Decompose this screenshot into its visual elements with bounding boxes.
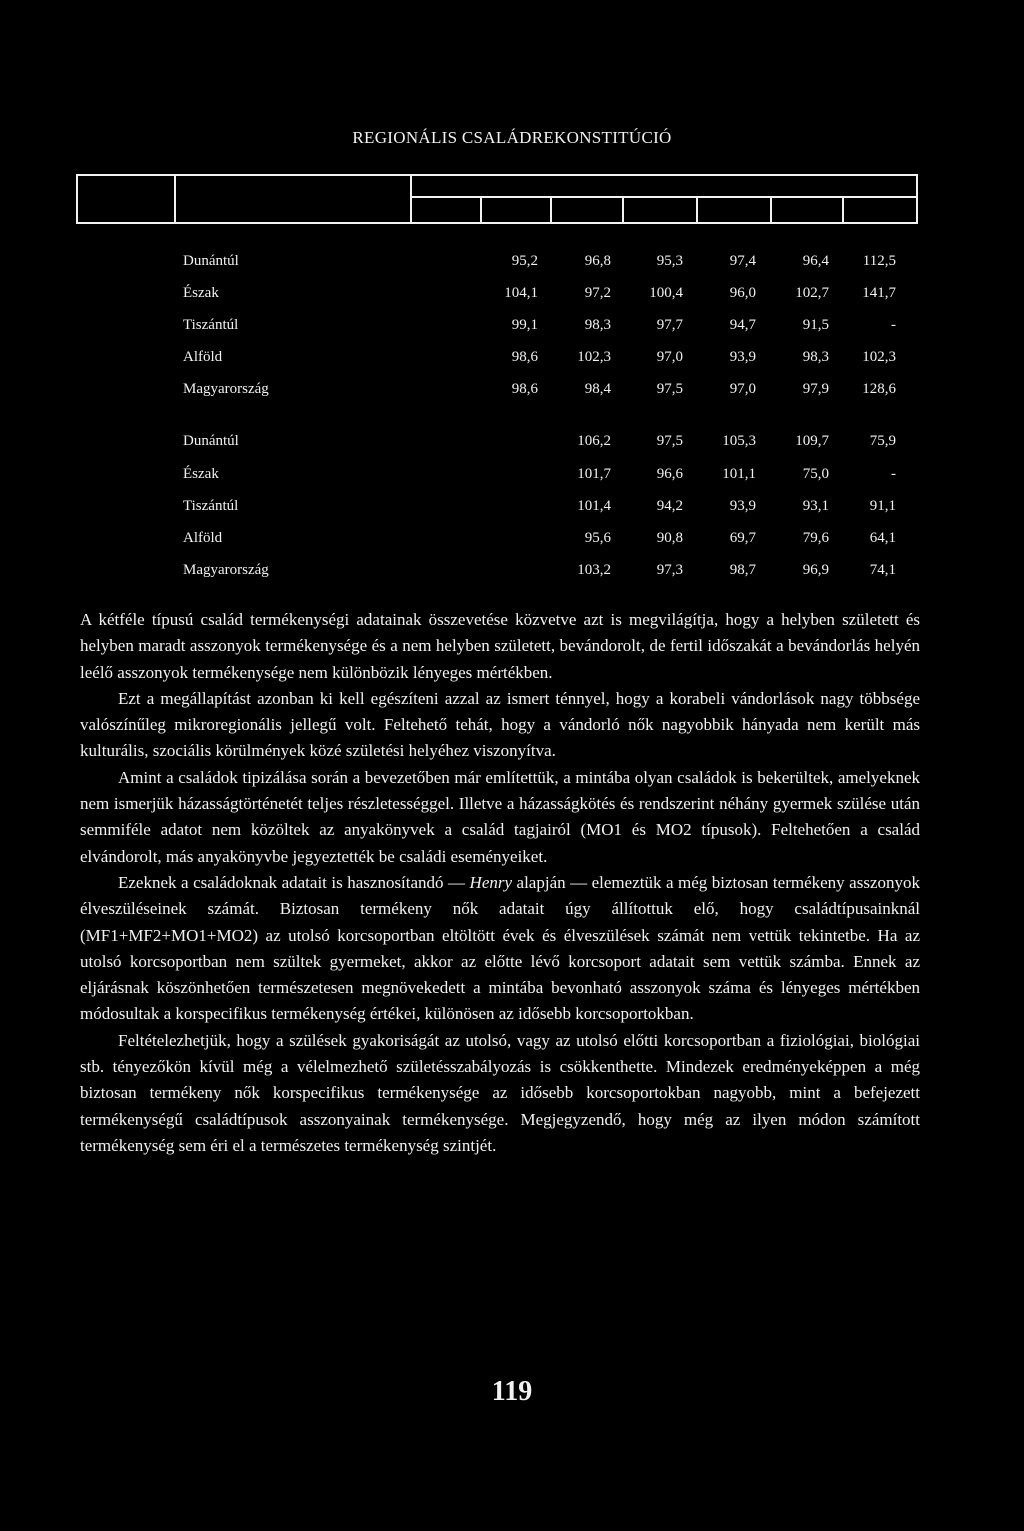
table-cell: 109,7 bbox=[795, 433, 829, 449]
region-label: Alföld bbox=[183, 530, 223, 546]
table-cell: 93,1 bbox=[802, 498, 829, 514]
table-cell: 75,0 bbox=[802, 466, 829, 482]
table-cell: 141,7 bbox=[862, 285, 896, 301]
table-cell: 103,2 bbox=[577, 562, 611, 578]
table-cell: 98,6 bbox=[511, 349, 538, 365]
table-cell: 79,6 bbox=[802, 530, 829, 546]
table-cell: 97,0 bbox=[656, 349, 683, 365]
table-cell: 97,2 bbox=[584, 285, 611, 301]
frame-line bbox=[76, 174, 78, 224]
table-cell: 94,7 bbox=[729, 317, 756, 333]
table-cell: 112,5 bbox=[862, 253, 896, 269]
table-cell: 97,0 bbox=[729, 381, 756, 397]
frame-line bbox=[76, 174, 918, 176]
region-label: Észak bbox=[183, 466, 219, 482]
frame-line bbox=[174, 174, 176, 224]
table-cell: 64,1 bbox=[869, 530, 896, 546]
frame-line bbox=[480, 196, 482, 224]
table-cell: 101,1 bbox=[722, 466, 756, 482]
table-cell: 96,4 bbox=[802, 253, 829, 269]
region-label: Észak bbox=[183, 285, 219, 301]
region-label: Tiszántúl bbox=[183, 317, 239, 333]
paragraph: Amint a családok tipizálása során a bevezetőben már említettük, a mintába olyan családok is bekerültek, amelyeknek nem ismerjük házasságtörténetét teljes részletességgel. Illetve a házasságkötés és rendszerint néhány gyermek szülése után semmiféle adatot nem közöltek az anyakönyvek a család tagjairól (MO1 és MO2 típusok). Feltehetően a család elvándorolt, más anyakönyvbe jegyeztették be családi eseményeiket. bbox=[80, 767, 920, 866]
table-cell: 94,2 bbox=[656, 498, 683, 514]
table-cell: 99,1 bbox=[511, 317, 538, 333]
table-cell: 106,2 bbox=[577, 433, 611, 449]
region-label: Dunántúl bbox=[183, 433, 239, 449]
frame-line bbox=[842, 196, 844, 224]
table-row bbox=[0, 317, 1024, 339]
table-cell: 97,7 bbox=[656, 317, 683, 333]
table-header-frame bbox=[76, 174, 918, 224]
region-label: Magyarország bbox=[183, 381, 269, 397]
frame-line bbox=[550, 196, 552, 224]
table-cell: 95,2 bbox=[511, 253, 538, 269]
table-cell: 96,9 bbox=[802, 562, 829, 578]
table-cell: 102,3 bbox=[577, 349, 611, 365]
frame-line bbox=[76, 222, 918, 224]
body-text bbox=[80, 607, 920, 1159]
table-row bbox=[0, 433, 1024, 455]
table-cell: 93,9 bbox=[729, 498, 756, 514]
table-cell: 96,6 bbox=[656, 466, 683, 482]
region-label: Magyarország bbox=[183, 562, 269, 578]
table-cell: 102,7 bbox=[795, 285, 829, 301]
table-cell: 128,6 bbox=[862, 381, 896, 397]
table-cell: - bbox=[891, 466, 896, 482]
table-row bbox=[0, 285, 1024, 307]
table-cell: 96,8 bbox=[584, 253, 611, 269]
table-row bbox=[0, 498, 1024, 520]
table-cell: 98,6 bbox=[511, 381, 538, 397]
region-label: Dunántúl bbox=[183, 253, 239, 269]
table-cell: 101,7 bbox=[577, 466, 611, 482]
table-cell: 98,4 bbox=[584, 381, 611, 397]
table-cell: 74,1 bbox=[869, 562, 896, 578]
table-cell: 97,5 bbox=[656, 433, 683, 449]
table-cell: 102,3 bbox=[862, 349, 896, 365]
table-cell: 104,1 bbox=[504, 285, 538, 301]
frame-line bbox=[622, 196, 624, 224]
paragraph-segment: alapján — elemeztük a még biztosan termékeny asszonyok élveszüléseinek számát. Biztosan termékeny nők adatait úgy állítottuk elő, hogy családtípusainknál (MF1+MF2+MO1+MO2) az utolsó korcsoportban eltöltött évek és élveszülések számát nem vettük tekintetbe. Ha az utolsó korcsoportban nem szültek gyermeket, akkor az előtte lévő korcsoport adatait sem vettük számba. Ennek az eljárásnak köszönhetően természetesen megnövekedett a mintába bevonható asszonyok száma és lényeges mértékben módosultak a korspecifikus termékenység értékei, különösen az idősebb korcsoportokban. bbox=[80, 872, 920, 1024]
table-row bbox=[0, 466, 1024, 488]
paragraph: Ezt a megállapítást azonban ki kell egészíteni azzal az ismert ténnyel, hogy a korabeli vándorlások nagy többsége valószínűleg mikroregionális jellegű volt. Feltehető tehát, hogy a vándorló nők nagyobbik hányada nem került más kulturális, szociális körülmények közé születési helyéhez viszonyítva. bbox=[80, 688, 920, 761]
table-row bbox=[0, 562, 1024, 584]
table-cell: 95,6 bbox=[584, 530, 611, 546]
table-cell: 91,5 bbox=[802, 317, 829, 333]
table-cell: 97,9 bbox=[802, 381, 829, 397]
page-number: 119 bbox=[491, 1376, 533, 1407]
table-cell: 105,3 bbox=[722, 433, 756, 449]
page-header: REGIONÁLIS CSALÁDREKONSTITÚCIÓ bbox=[352, 128, 672, 147]
table-cell: 98,7 bbox=[729, 562, 756, 578]
table-cell: 95,3 bbox=[656, 253, 683, 269]
table-cell: 97,3 bbox=[656, 562, 683, 578]
table-cell: 98,3 bbox=[802, 349, 829, 365]
paragraph: Feltételezhetjük, hogy a szülések gyakoriságát az utolsó, vagy az utolsó előtti korcsoportban a fiziológiai, biológiai stb. tényezőkön kívül még a vélelmezhető születésszabályozás is csökkenthette. Mindezek eredményeképpen a még biztosan termékeny nők korspecifikus termékenysége az idősebb korcsoportokban nagyobb, mint a befejezett termékenységű családtípusok asszonyainak termékenysége. Megjegyzendő, hogy még az ilyen módon számított termékenység sem éri el a természetes termékenység szintjét. bbox=[80, 1030, 920, 1155]
frame-line bbox=[916, 174, 918, 224]
table-cell: 97,5 bbox=[656, 381, 683, 397]
frame-line bbox=[410, 174, 412, 224]
author-name: Henry bbox=[469, 872, 513, 892]
region-label: Alföld bbox=[183, 349, 223, 365]
paragraph bbox=[80, 870, 920, 1028]
table-cell: 98,3 bbox=[584, 317, 611, 333]
table-cell: 91,1 bbox=[869, 498, 896, 514]
table-cell: 75,9 bbox=[869, 433, 896, 449]
table-cell: 90,8 bbox=[656, 530, 683, 546]
paragraph: A kétféle típusú család termékenységi adatainak összevetése közvetve azt is megvilágítja, hogy a helyben született és helyben maradt asszonyok termékenysége és a nem helyben született, bevándorolt, de fertil időszakát a bevándorlás helyén leélő asszonyok termékenysége nem különbözik lényeges mértékben. bbox=[80, 610, 920, 682]
table-cell: 100,4 bbox=[649, 285, 683, 301]
paragraph-segment: Ezeknek a családoknak adatait is hasznosítandó — bbox=[118, 872, 470, 892]
frame-line bbox=[770, 196, 772, 224]
table-row bbox=[0, 530, 1024, 552]
table-cell: 69,7 bbox=[729, 530, 756, 546]
table-cell: 101,4 bbox=[577, 498, 611, 514]
table-cell: - bbox=[891, 317, 896, 333]
table-cell: 97,4 bbox=[729, 253, 756, 269]
table-row bbox=[0, 349, 1024, 371]
table-row bbox=[0, 381, 1024, 403]
frame-line bbox=[696, 196, 698, 224]
table-row bbox=[0, 253, 1024, 275]
region-label: Tiszántúl bbox=[183, 498, 239, 514]
table-cell: 93,9 bbox=[729, 349, 756, 365]
table-cell: 96,0 bbox=[729, 285, 756, 301]
